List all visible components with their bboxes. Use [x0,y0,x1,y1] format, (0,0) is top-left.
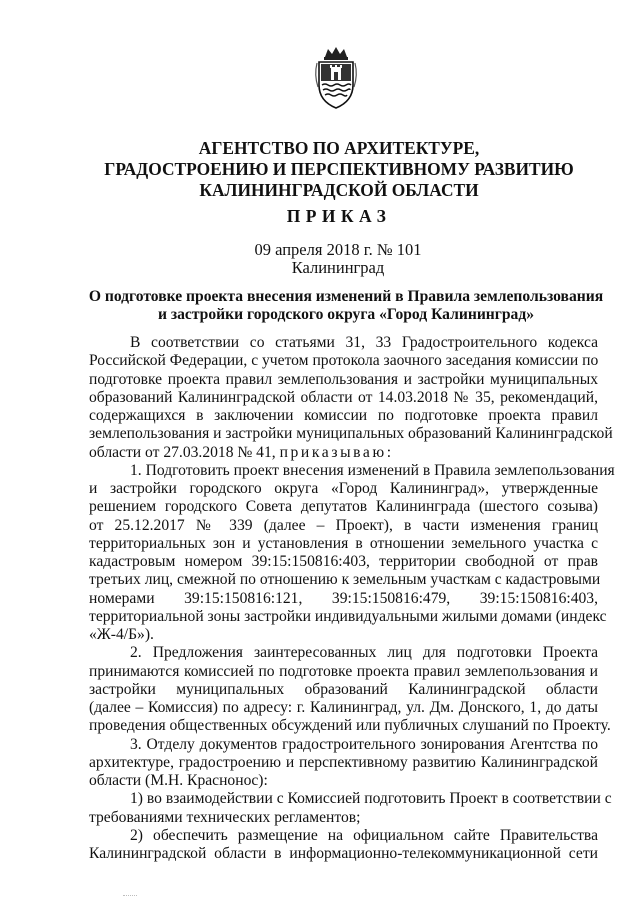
text-line: 1. Подготовить проект внесения изменений в Правила землепользования [130,461,615,479]
text-line: принимаются комиссией по подготовке проекта правил землепользования и [89,662,598,680]
agency-line-3: КАЛИНИНГРАДСКОЙ ОБЛАСТИ [199,180,479,200]
text-line [89,444,598,462]
text-line: 2) обеспечить размещение на официальном сайте Правительства [130,826,598,844]
order-subject [86,288,606,324]
paragraph-1 [89,461,615,645]
text-line: требованиями технических регламентов; [89,808,361,826]
text-line: «Ж-4/Б»). [89,626,154,643]
command-word: приказываю: [279,443,394,461]
preamble-paragraph [89,334,613,462]
paragraph-3-item-2 [89,827,598,864]
text-line: землепользования и застройки муниципальных образований Калининградской [89,425,613,443]
subject-line-2: и застройки городского округа «Город Калининград» [157,306,535,323]
agency-line-2: ГРАДОСТРОЕНИЮ И ПЕРСПЕКТИВНОМУ РАЗВИТИЮ [104,159,574,179]
coat-of-arms-icon [313,45,359,111]
text-line: Калининградской области в информационно-телекоммуникационной сети [89,845,598,862]
text-line: территориальной зоны застройки индивидуальными жилыми домами (индекс [89,607,607,625]
text-line: 3. Отделу документов градостроительного зонирования Агентства по [130,735,598,753]
order-city: Калининград [291,258,385,277]
text-line: и застройки городского округа «Город Калининград», утвержденные [89,480,598,497]
text-line: подготовке проекта правил землепользования и застройки муниципальных [89,370,598,388]
text-line: номерами 39:15:150816:121, 39:15:150816:479, 39:15:150816:403, [89,589,598,607]
document-type-title: ПРИКАЗ [286,206,392,226]
order-body [89,334,615,863]
page-edge-mark [123,895,137,898]
order-date-number: 09 апреля 2018 г. № 101 [254,240,422,259]
text-line: решением городского Совета депутатов Калининграда (шестого созыва) [89,498,598,516]
text-line: территориальных зон и установления в отношении земельного участка с [89,534,598,552]
text-line: В соответствии со статьями 31, 33 Градостроительного кодекса [130,334,598,351]
text-line: третьих лиц, смежной по отношению к земельным участкам с кадастровыми [89,571,601,589]
text-line: застройки муниципальных образований Калининградской области [89,680,598,698]
text-line: кадастровым номером 39:15:150816:403, территории свободной от прав [89,553,598,570]
text-line: 2. Предложения заинтересованных лиц для подготовки Проекта [130,644,598,662]
agency-name [0,138,640,201]
text-line: (далее – Комиссия) по адресу: г. Калининград, ул. Дм. Донского, 1, до даты [89,699,598,716]
paragraph-3 [89,736,598,791]
text-line: области (М.Н. Красноноc): [89,772,268,789]
text-line: 1) во взаимодействии с Комиссией подготовить Проект в соответствии с [130,790,612,808]
paragraph-2 [89,644,611,735]
paragraph-3-item-1 [89,790,612,827]
text-line: образований Калининградской области от 14.03.2018 № 35, рекомендаций, [89,388,598,406]
text-line: архитектуре, градостроению и перспективному развитию Калининградской [89,753,598,771]
text-line: Российской Федерации, с учетом протокола заочного заседания комиссии по [89,352,599,370]
text-line: проведения общественных обсуждений или публичных слушаний по Проекту. [89,717,611,735]
agency-line-1: АГЕНТСТВО ПО АРХИТЕКТУРЕ, [198,138,480,158]
preamble-end-text: области от 27.03.2018 № 41, [89,443,276,461]
subject-line-1: О подготовке проекта внесения изменений в Правила землепользования [88,288,604,305]
text-line: от 25.12.2017 № 339 (далее – Проект), в части изменения границ [89,516,598,534]
text-line: содержащихся в заключении комиссии по подготовке проекта правил [89,407,598,424]
